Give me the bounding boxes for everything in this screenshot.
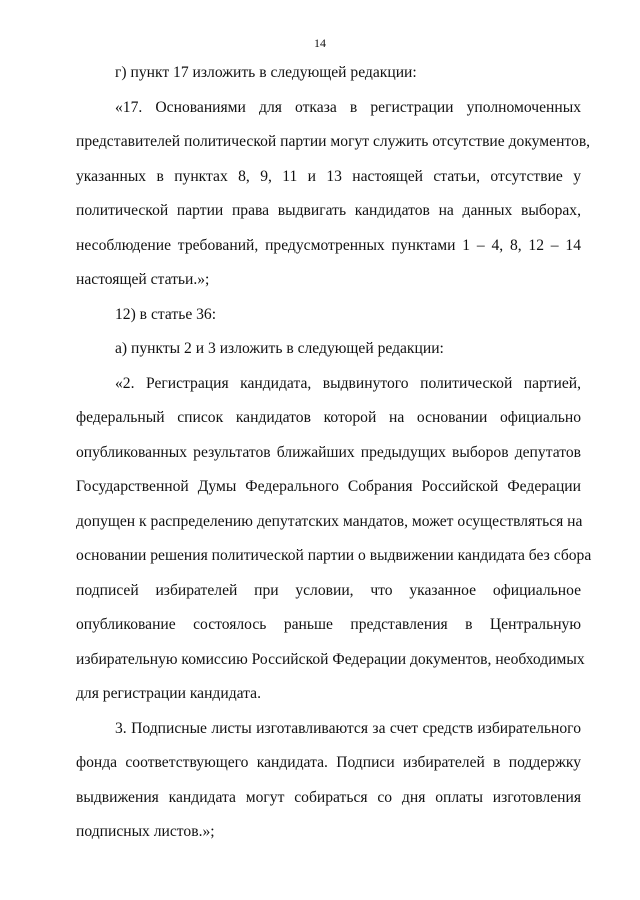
text-line: избирательную комиссию Российской Федерации документов, необходимых bbox=[76, 651, 585, 668]
text-line: представителей политической партии могут служить отсутствие документов, bbox=[76, 133, 591, 150]
text-line: опубликование состоялось раньше представления в Центральную bbox=[76, 616, 581, 633]
text-line: Государственной Думы Федерального Собрания Российской Федерации bbox=[76, 478, 581, 495]
text-line: политической партии права выдвигать кандидатов на данных выборах, bbox=[76, 202, 581, 219]
text-line: опубликованных результатов ближайших предыдущих выборов депутатов bbox=[76, 444, 581, 461]
text-line: подписей избирателей при условии, что указанное официальное bbox=[76, 582, 581, 599]
text-line: допущен к распределению депутатских мандатов, может осуществляться на bbox=[76, 513, 583, 530]
page-number: 14 bbox=[314, 36, 326, 50]
text-line: 3. Подписные листы изготавливаются за счет средств избирательного bbox=[115, 720, 581, 737]
text-line: выдвижения кандидата могут собираться со дня оплаты изготовления bbox=[76, 789, 581, 806]
text-line: «2. Регистрация кандидата, выдвинутого политической партией, bbox=[115, 375, 581, 392]
text-line: указанных в пунктах 8, 9, 11 и 13 настоящей статьи, отсутствие у bbox=[76, 168, 581, 185]
text-line: а) пункты 2 и 3 изложить в следующей редакции: bbox=[115, 340, 444, 357]
text-line: г) пункт 17 изложить в следующей редакции: bbox=[115, 64, 417, 81]
text-line: несоблюдение требований, предусмотренных пунктами 1 – 4, 8, 12 – 14 bbox=[76, 237, 581, 254]
text-line: настоящей статьи.»; bbox=[76, 271, 210, 288]
text-line: «17. Основаниями для отказа в регистрации уполномоченных bbox=[115, 99, 581, 116]
text-line: основании решения политической партии о выдвижении кандидата без сбора bbox=[76, 547, 592, 564]
text-line: 12) в статье 36: bbox=[115, 306, 217, 323]
text-line: федеральный список кандидатов которой на основании официально bbox=[76, 409, 581, 426]
text-line: фонда соответствующего кандидата. Подписи избирателей в поддержку bbox=[76, 754, 581, 771]
text-line: для регистрации кандидата. bbox=[76, 685, 261, 702]
text-line: подписных листов.»; bbox=[76, 823, 215, 840]
